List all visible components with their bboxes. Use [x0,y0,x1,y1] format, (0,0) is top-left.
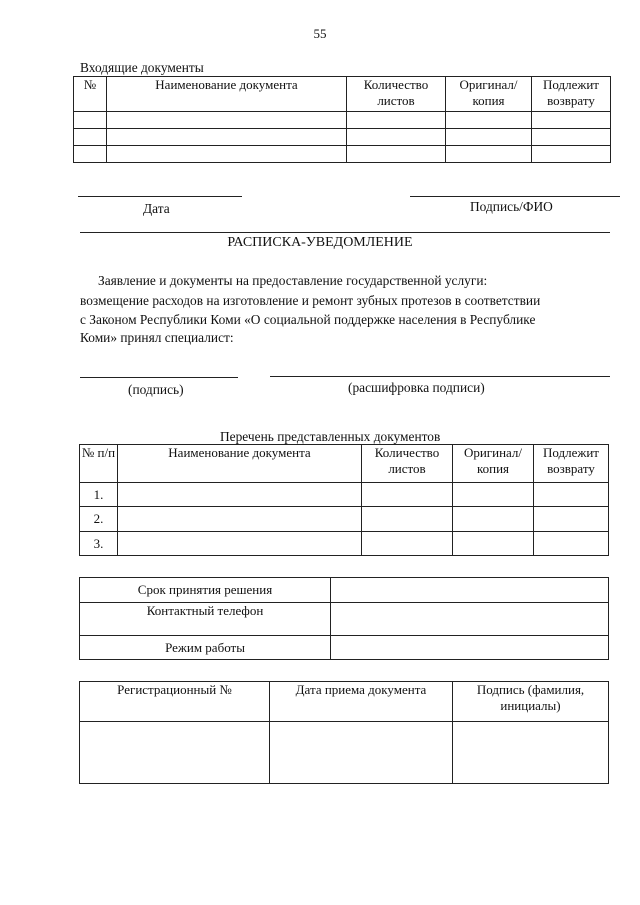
separator-line [80,232,610,233]
receipt-date-header: Дата приема документа [270,682,453,722]
registration-number-header: Регистрационный № [80,682,270,722]
incoming-header-num: № [74,77,107,112]
incoming-table [73,76,611,163]
signature-header: Подпись (фамилия, инициалы) [453,682,609,722]
incoming-header-original: Оригинал/ копия [446,77,532,112]
contact-phone-label: Контактный телефон [80,603,331,636]
receipt-text-line1: Заявление и документы на предоставление государственной услуги: [98,273,488,288]
date-line [78,196,242,197]
table-row [74,129,611,146]
table-row [80,578,609,603]
row-number: 2. [80,507,118,532]
registration-table [79,681,609,784]
receipt-text-line2: возмещение расходов на изготовление и ремонт зубных протезов в соответствии [80,293,541,308]
receipt-title: РАСПИСКА-УВЕДОМЛЕНИЕ [227,235,413,250]
list-header-num: № п/п [80,445,118,483]
list-title: Перечень представленных документов [220,429,441,444]
incoming-header-name: Наименование документа [107,77,347,112]
row-number: 3. [80,532,118,556]
table-row [80,603,609,636]
table-row [80,722,609,784]
table-row [80,507,609,532]
date-label: Дата [143,201,170,216]
row-number: 1. [80,483,118,507]
list-header-name: Наименование документа [118,445,362,483]
signature-fio-label: Подпись/ФИО [470,199,553,214]
incoming-header-return: Подлежит возврату [532,77,611,112]
incoming-header-sheets: Количество листов [347,77,446,112]
table-row [80,532,609,556]
list-header-original: Оригинал/ копия [453,445,534,483]
receipt-text-line3: с Законом Республики Коми «О социальной поддержке населения в Республике [80,312,536,327]
signature-line [410,196,620,197]
decode-line [270,376,610,377]
table-row [74,112,611,129]
sign-line [80,377,238,378]
info-table [79,577,609,660]
table-row [80,636,609,660]
table-row [80,483,609,507]
work-hours-label: Режим работы [80,636,331,660]
list-header-return: Подлежит возврату [534,445,609,483]
sign-label: (подпись) [128,382,184,397]
table-row [74,146,611,163]
page-number: 55 [313,26,327,41]
documents-list-table [79,444,609,556]
decision-term-label: Срок принятия решения [80,578,331,603]
receipt-text-line4: Коми» принял специалист: [80,330,234,345]
decode-label: (расшифровка подписи) [348,380,485,395]
incoming-title: Входящие документы [80,60,204,75]
list-header-sheets: Количество листов [362,445,453,483]
